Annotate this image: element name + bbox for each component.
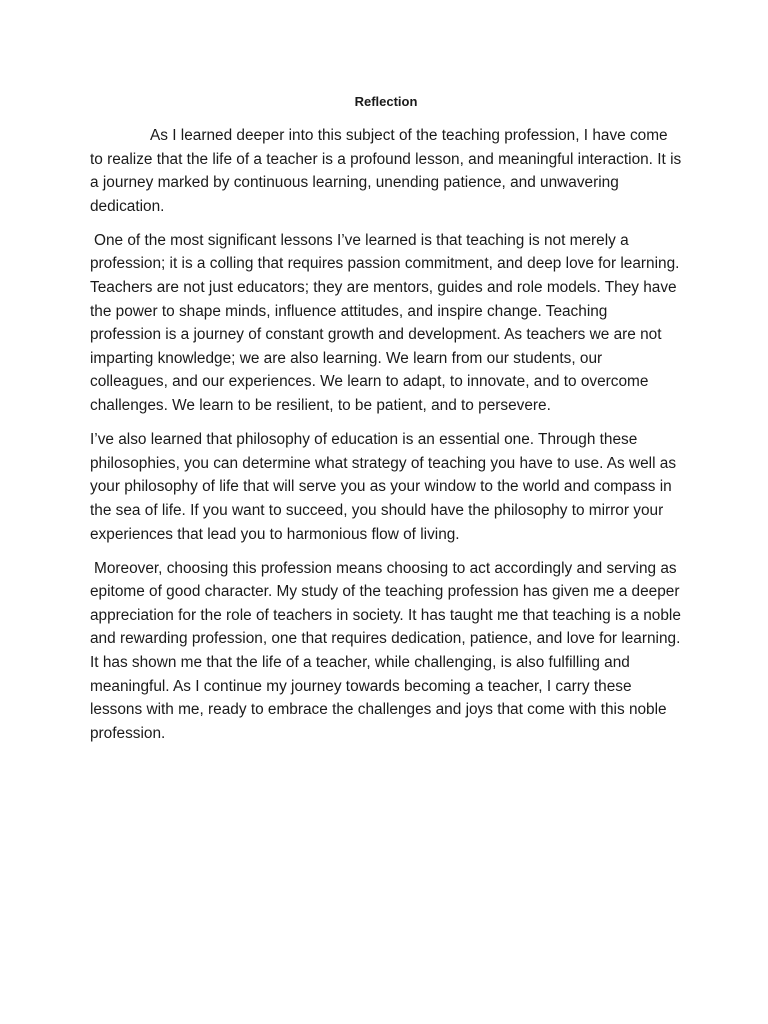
paragraph-lessons: One of the most significant lessons I’ve learned is that teaching is not merely a profession; it is a colling that requires passion commitment, and deep love for learning. Teachers are not just educators; they are mentors, guides and role models. They have the power to shape minds, influence attitudes, and inspire change. Teaching profession is a journey of constant growth and development. As teachers we are not imparting knowledge; we are also learning. We learn from our students, our colleagues, and our experiences. We learn to adapt, to innovate, and to overcome challenges. We learn to be resilient, to be patient, and to persevere. — [90, 231, 680, 415]
document-title: Reflection — [354, 94, 418, 109]
paragraph-conclusion: Moreover, choosing this profession means choosing to act accordingly and serving as epitome of good character. My study of the teaching profession has given me a deeper appreciation for the role of teachers in society. It has taught me that teaching is a noble and rewarding profession, one that requires dedication, patience, and love for learning. It has shown me that the life of a teacher, while challenging, is also fulfilling and meaningful. As I continue my journey towards becoming a teacher, I carry these lessons with me, ready to embrace the challenges and joys that come with this noble profession. — [90, 559, 681, 742]
document-page — [90, 92, 682, 756]
paragraph-philosophy: I’ve also learned that philosophy of education is an essential one. Through these philosophies, you can determine what strategy of teaching you have to use. As well as your philosophy of life that will serve you as your window to the world and compass in the sea of life. If you want to succeed, you should have the philosophy to mirror your experiences that lead you to harmonious flow of living. — [90, 431, 677, 543]
paragraph-intro: As I learned deeper into this subject of the teaching profession, I have come to realize that the life of a teacher is a profound lesson, and meaningful interaction. It is a journey marked by continuous learning, unending patience, and unwavering dedication. — [90, 127, 682, 215]
